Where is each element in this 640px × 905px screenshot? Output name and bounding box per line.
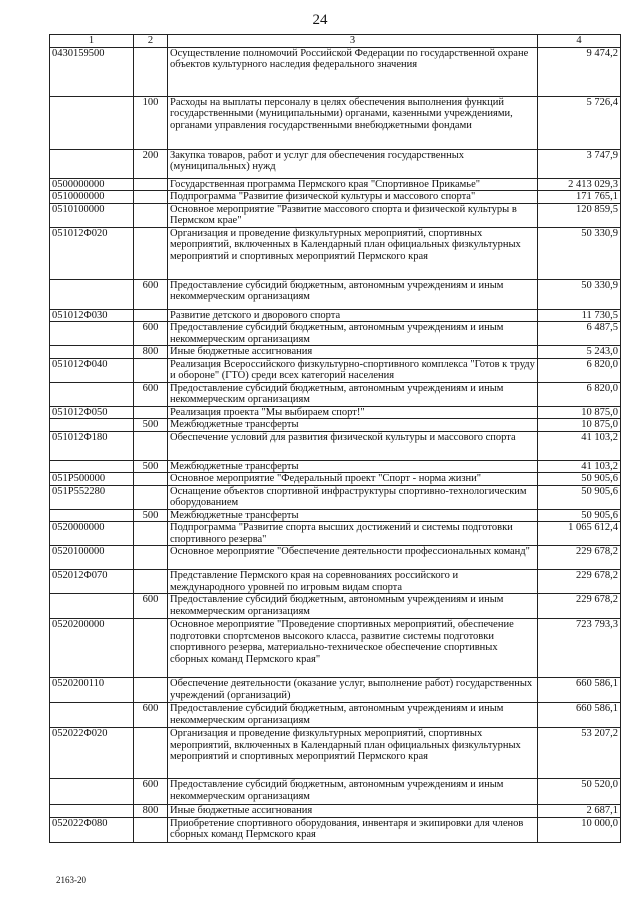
table-row <box>50 227 621 279</box>
row-code <box>50 346 134 359</box>
row-code: 051Р552280 <box>50 485 134 509</box>
table-row <box>50 805 621 818</box>
row-code: 051012Ф050 <box>50 406 134 419</box>
row-code: 0520200000 <box>50 619 134 678</box>
row-expense-type <box>134 47 168 96</box>
row-expense-type <box>134 406 168 419</box>
row-description: Подпрограмма "Развитие физической культуры и массового спорта" <box>168 191 538 204</box>
row-code: 0510000000 <box>50 191 134 204</box>
row-description: Оснащение объектов спортивной инфраструктуры спортивно-технологическим оборудованием <box>168 485 538 509</box>
row-amount: 1 065 612,4 <box>538 522 621 546</box>
row-amount: 50 905,6 <box>538 473 621 486</box>
row-amount: 723 793,3 <box>538 619 621 678</box>
row-code: 051012Ф180 <box>50 431 134 460</box>
row-expense-type <box>134 817 168 842</box>
row-description: Предоставление субсидий бюджетным, автономным учреждениям и иным некоммерческим организациям <box>168 382 538 406</box>
row-expense-type: 500 <box>134 509 168 522</box>
row-description: Реализация Всероссийского физкультурно-спортивного комплекса "Готов к труду и обороне" (ГТО) среди всех категорий населения <box>168 358 538 382</box>
row-expense-type <box>134 522 168 546</box>
row-expense-type: 600 <box>134 594 168 619</box>
document-code: 2163-20 <box>56 875 86 885</box>
column-header-1: 1 <box>50 35 134 48</box>
row-expense-type: 600 <box>134 279 168 309</box>
row-code: 0520100000 <box>50 546 134 570</box>
row-amount: 41 103,2 <box>538 431 621 460</box>
row-code: 052022Ф020 <box>50 728 134 779</box>
row-description: Межбюджетные трансферты <box>168 509 538 522</box>
table-row <box>50 322 621 346</box>
row-description: Развитие детского и дворового спорта <box>168 309 538 322</box>
row-description: Представление Пермского края на соревнованиях российского и международного уровней по игровым видам спорта <box>168 570 538 594</box>
row-expense-type <box>134 619 168 678</box>
row-description: Иные бюджетные ассигнования <box>168 805 538 818</box>
table-row <box>50 473 621 486</box>
column-header-2: 2 <box>134 35 168 48</box>
table-row <box>50 191 621 204</box>
table-row <box>50 419 621 432</box>
table-row <box>50 703 621 728</box>
row-description: Межбюджетные трансферты <box>168 460 538 473</box>
row-amount: 6 820,0 <box>538 358 621 382</box>
table-row <box>50 47 621 96</box>
row-amount: 10 875,0 <box>538 419 621 432</box>
row-expense-type <box>134 485 168 509</box>
row-code <box>50 460 134 473</box>
table-row <box>50 149 621 178</box>
row-code <box>50 382 134 406</box>
row-expense-type <box>134 678 168 703</box>
budget-table <box>49 34 621 843</box>
table-row <box>50 460 621 473</box>
row-expense-type: 200 <box>134 149 168 178</box>
row-expense-type: 800 <box>134 346 168 359</box>
row-description: Приобретение спортивного оборудования, инвентаря и экипировки для членов сборных команд Пермского края <box>168 817 538 842</box>
row-expense-type <box>134 227 168 279</box>
row-description: Основное мероприятие "Обеспечение деятельности профессиональных команд" <box>168 546 538 570</box>
row-code <box>50 419 134 432</box>
row-description: Межбюджетные трансферты <box>168 419 538 432</box>
row-amount: 2 413 029,3 <box>538 178 621 191</box>
row-code: 0520000000 <box>50 522 134 546</box>
row-amount: 660 586,1 <box>538 703 621 728</box>
row-expense-type <box>134 546 168 570</box>
row-code <box>50 96 134 149</box>
row-amount: 229 678,2 <box>538 570 621 594</box>
row-expense-type <box>134 203 168 227</box>
row-description: Основное мероприятие "Федеральный проект "Спорт - норма жизни" <box>168 473 538 486</box>
row-description: Основное мероприятие "Проведение спортивных мероприятий, обеспечение подготовки спортсменов высокого класса, развитие системы подготовки спортивного резерва, материально-техническое обеспечение спортивных сборных команд Пермского края" <box>168 619 538 678</box>
row-expense-type: 100 <box>134 96 168 149</box>
row-code: 051012Ф040 <box>50 358 134 382</box>
row-expense-type <box>134 570 168 594</box>
row-code <box>50 509 134 522</box>
column-header-3: 3 <box>168 35 538 48</box>
row-expense-type <box>134 191 168 204</box>
row-amount: 50 905,6 <box>538 485 621 509</box>
page-number: 24 <box>312 12 328 28</box>
row-code: 051012Ф020 <box>50 227 134 279</box>
row-amount: 5 243,0 <box>538 346 621 359</box>
row-description: Предоставление субсидий бюджетным, автономным учреждениям и иным некоммерческим организациям <box>168 322 538 346</box>
row-amount: 41 103,2 <box>538 460 621 473</box>
row-code: 0500000000 <box>50 178 134 191</box>
table-row <box>50 678 621 703</box>
row-code <box>50 279 134 309</box>
row-description: Предоставление субсидий бюджетным, автономным учреждениям и иным некоммерческим организациям <box>168 279 538 309</box>
row-expense-type: 600 <box>134 703 168 728</box>
row-amount: 9 474,2 <box>538 47 621 96</box>
row-code <box>50 322 134 346</box>
row-amount: 10 875,0 <box>538 406 621 419</box>
row-amount: 229 678,2 <box>538 594 621 619</box>
row-expense-type <box>134 473 168 486</box>
row-expense-type <box>134 178 168 191</box>
table-row <box>50 346 621 359</box>
column-header-4: 4 <box>538 35 621 48</box>
row-code: 052012Ф070 <box>50 570 134 594</box>
table-row <box>50 406 621 419</box>
row-code <box>50 703 134 728</box>
row-amount: 50 520,0 <box>538 779 621 805</box>
row-amount: 171 765,1 <box>538 191 621 204</box>
row-expense-type: 800 <box>134 805 168 818</box>
row-expense-type <box>134 728 168 779</box>
row-amount: 53 207,2 <box>538 728 621 779</box>
table-row <box>50 779 621 805</box>
table-row <box>50 279 621 309</box>
row-code: 051012Ф030 <box>50 309 134 322</box>
table-row <box>50 619 621 678</box>
table-row <box>50 594 621 619</box>
row-description: Основное мероприятие "Развитие массового спорта и физической культуры в Пермском крае" <box>168 203 538 227</box>
row-amount: 2 687,1 <box>538 805 621 818</box>
row-code: 052022Ф080 <box>50 817 134 842</box>
table-row <box>50 509 621 522</box>
row-amount: 3 747,9 <box>538 149 621 178</box>
row-expense-type: 600 <box>134 382 168 406</box>
row-description: Государственная программа Пермского края "Спортивное Прикамье" <box>168 178 538 191</box>
table-row <box>50 570 621 594</box>
row-description: Осуществление полномочий Российской Федерации по государственной охране объектов культурного наследия федерального значения <box>168 47 538 96</box>
row-expense-type: 600 <box>134 779 168 805</box>
table-row <box>50 485 621 509</box>
row-expense-type: 500 <box>134 419 168 432</box>
table-row <box>50 96 621 149</box>
table-row <box>50 309 621 322</box>
row-amount: 6 820,0 <box>538 382 621 406</box>
table-row <box>50 522 621 546</box>
row-expense-type <box>134 358 168 382</box>
table-row <box>50 817 621 842</box>
row-code: 0510100000 <box>50 203 134 227</box>
row-expense-type <box>134 309 168 322</box>
row-amount: 229 678,2 <box>538 546 621 570</box>
row-description: Расходы на выплаты персоналу в целях обеспечения выполнения функций государственными (муниципальными) органами, казенными учреждениями, органами управления государственными внебюджетными фондами <box>168 96 538 149</box>
row-amount: 5 726,4 <box>538 96 621 149</box>
row-description: Обеспечение деятельности (оказание услуг, выполнение работ) государственных учреждений (организаций) <box>168 678 538 703</box>
row-code: 0520200110 <box>50 678 134 703</box>
row-description: Предоставление субсидий бюджетным, автономным учреждениям и иным некоммерческим организациям <box>168 779 538 805</box>
row-description: Предоставление субсидий бюджетным, автономным учреждениям и иным некоммерческим организациям <box>168 703 538 728</box>
row-description: Обеспечение условий для развития физической культуры и массового спорта <box>168 431 538 460</box>
row-code: 0430159500 <box>50 47 134 96</box>
table-header-row <box>50 35 621 48</box>
row-description: Иные бюджетные ассигнования <box>168 346 538 359</box>
row-amount: 120 859,5 <box>538 203 621 227</box>
row-description: Закупка товаров, работ и услуг для обеспечения государственных (муниципальных) нужд <box>168 149 538 178</box>
row-description: Предоставление субсидий бюджетным, автономным учреждениям и иным некоммерческим организациям <box>168 594 538 619</box>
row-description: Подпрограмма "Развитие спорта высших достижений и системы подготовки спортивного резерва" <box>168 522 538 546</box>
row-expense-type: 500 <box>134 460 168 473</box>
row-code <box>50 149 134 178</box>
row-amount: 50 330,9 <box>538 227 621 279</box>
row-amount: 50 330,9 <box>538 279 621 309</box>
row-code <box>50 779 134 805</box>
row-code <box>50 594 134 619</box>
table-row <box>50 203 621 227</box>
row-amount: 6 487,5 <box>538 322 621 346</box>
table-row <box>50 178 621 191</box>
table-row <box>50 358 621 382</box>
row-description: Организация и проведение физкультурных мероприятий, спортивных мероприятий, включенных в Календарный план официальных физкультурных мероприятий и спортивных мероприятий Пермского края <box>168 728 538 779</box>
table-row <box>50 728 621 779</box>
row-description: Реализация проекта "Мы выбираем спорт!" <box>168 406 538 419</box>
row-description: Организация и проведение физкультурных мероприятий, спортивных мероприятий, включенных в Календарный план официальных физкультурных мероприятий и спортивных мероприятий Пермского края <box>168 227 538 279</box>
row-code: 051Р500000 <box>50 473 134 486</box>
row-code <box>50 805 134 818</box>
table-row <box>50 382 621 406</box>
row-amount: 11 730,5 <box>538 309 621 322</box>
row-expense-type: 600 <box>134 322 168 346</box>
row-amount: 50 905,6 <box>538 509 621 522</box>
row-amount: 660 586,1 <box>538 678 621 703</box>
row-expense-type <box>134 431 168 460</box>
row-amount: 10 000,0 <box>538 817 621 842</box>
table-row <box>50 546 621 570</box>
table-row <box>50 431 621 460</box>
